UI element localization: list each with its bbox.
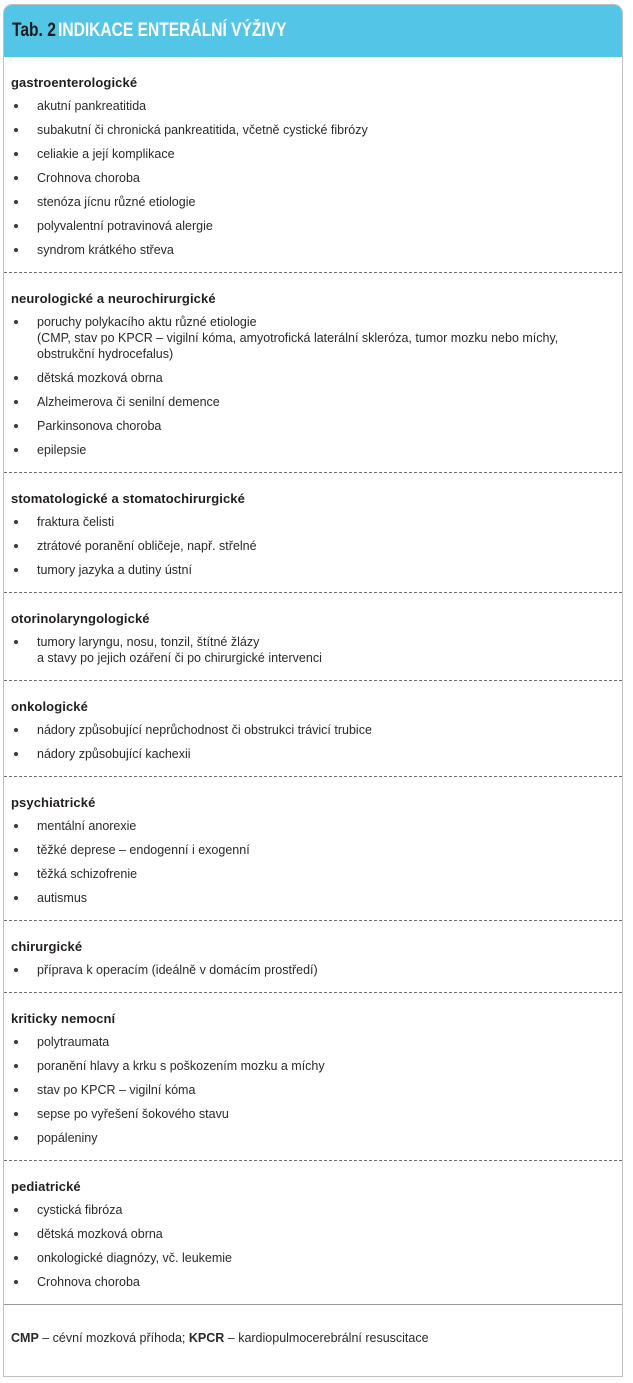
list-item (11, 1130, 614, 1146)
bullet-icon (11, 122, 37, 138)
list-item (11, 818, 614, 834)
section-title: otorinolaryngologické (11, 611, 150, 626)
bullet-icon (11, 634, 37, 666)
list-item-text: mentální anorexie (37, 819, 137, 833)
list-item (11, 1250, 614, 1266)
list-item (11, 866, 614, 882)
list-item-text: Alzheimerova či senilní demence (37, 395, 220, 409)
bullet-icon (11, 1130, 37, 1146)
list-item-text: poruchy polykacího aktu různé etiologie (CMP, stav po KPCR – vigilní kóma, amyotrofická laterální skleróza, tumor mozku nebo míchy, obstrukční hydrocefalus) (37, 315, 559, 361)
list-item-text: stenóza jícnu různé etiologie (37, 195, 196, 209)
bullet-icon (11, 1082, 37, 1098)
list-item (11, 842, 614, 858)
bullet-icon (11, 1034, 37, 1050)
list-item-text: stav po KPCR – vigilní kóma (37, 1083, 196, 1097)
list-item (11, 514, 614, 530)
list-item-text: poranění hlavy a krku s poškozením mozku a míchy (37, 1059, 325, 1073)
list-item-text: dětská mozková obrna (37, 371, 163, 385)
list-item-text: epilepsie (37, 443, 87, 457)
section-title: gastroenterologické (11, 75, 138, 90)
list-item-text: popáleniny (37, 1131, 98, 1145)
list-item-text: příprava k operacím (ideálně v domácím prostředí) (37, 963, 318, 977)
bullet-icon (11, 170, 37, 186)
list-item-text: těžké deprese – endogenní i exogenní (37, 843, 250, 857)
footnote-abbr-kpcr: KPCR (188, 1331, 225, 1345)
table-number: Tab. 2 (12, 20, 56, 41)
section (4, 681, 622, 777)
bullet-icon (11, 242, 37, 258)
list-item (11, 1202, 614, 1218)
list-item-text: onkologické diagnózy, vč. leukemie (37, 1251, 233, 1265)
bullet-icon (11, 1202, 37, 1218)
indications-table (3, 4, 623, 1377)
section (4, 57, 622, 273)
list-item (11, 1226, 614, 1242)
table-header (4, 5, 622, 57)
section-title: pediatrické (11, 1179, 81, 1194)
list-item-text: Crohnova choroba (37, 171, 140, 185)
list-item-text: polyvalentní potravinová alergie (37, 219, 213, 233)
section (4, 921, 622, 993)
list-item (11, 562, 614, 578)
footnote (4, 1305, 622, 1346)
list-item-text: cystická fibróza (37, 1203, 123, 1217)
sections-container (4, 57, 622, 1305)
bullet-icon (11, 890, 37, 906)
list-item (11, 634, 614, 666)
section-title: neurologické a neurochirurgické (11, 291, 216, 306)
bullet-icon (11, 394, 37, 410)
list-item (11, 194, 614, 210)
section (4, 993, 622, 1161)
list-item (11, 122, 614, 138)
list-item (11, 746, 614, 762)
section (4, 1161, 622, 1305)
section-title: kriticky nemocní (11, 1011, 116, 1026)
bullet-icon (11, 218, 37, 234)
section-title: psychiatrické (11, 795, 96, 810)
bullet-icon (11, 538, 37, 554)
list-item (11, 1058, 614, 1074)
section-title: chirurgické (11, 939, 83, 954)
list-item-text: těžká schizofrenie (37, 867, 138, 881)
bullet-icon (11, 514, 37, 530)
list-item-text: Parkinsonova choroba (37, 419, 162, 433)
list-item (11, 98, 614, 114)
list-item (11, 314, 614, 362)
list-item (11, 722, 614, 738)
list-item (11, 170, 614, 186)
section (4, 777, 622, 921)
list-item (11, 1274, 614, 1290)
list-item-text: Crohnova choroba (37, 1275, 140, 1289)
list-item-text: celiakie a její komplikace (37, 147, 175, 161)
list-item-text: syndrom krátkého střeva (37, 243, 174, 257)
bullet-icon (11, 842, 37, 858)
bullet-icon (11, 562, 37, 578)
section (4, 273, 622, 473)
list-item (11, 370, 614, 386)
list-item (11, 890, 614, 906)
list-item-text: akutní pankreatitida (37, 99, 147, 113)
section (4, 473, 622, 593)
list-item (11, 146, 614, 162)
list-item-text: nádory způsobující kachexii (37, 747, 191, 761)
bullet-icon (11, 1250, 37, 1266)
list-item (11, 242, 614, 258)
list-item (11, 962, 614, 978)
list-item (11, 538, 614, 554)
bullet-icon (11, 1058, 37, 1074)
list-item-text: ztrátové poranění obličeje, např. střelné (37, 539, 257, 553)
bullet-icon (11, 866, 37, 882)
list-item-text: tumory laryngu, nosu, tonzil, štítné žlázy a stavy po jejich ozáření či po chirurgické intervenci (37, 635, 322, 665)
bullet-icon (11, 418, 37, 434)
bullet-icon (11, 1106, 37, 1122)
section (4, 593, 622, 681)
list-item (11, 1082, 614, 1098)
bullet-icon (11, 962, 37, 978)
list-item (11, 442, 614, 458)
footnote-def-kpcr: – kardiopulmocerebrální resuscitace (224, 1331, 429, 1345)
list-item (11, 394, 614, 410)
bullet-icon (11, 722, 37, 738)
bullet-icon (11, 314, 37, 362)
list-item (11, 418, 614, 434)
footnote-abbr-cmp: CMP (11, 1331, 39, 1345)
list-item (11, 218, 614, 234)
bullet-icon (11, 370, 37, 386)
bullet-icon (11, 442, 37, 458)
bullet-icon (11, 746, 37, 762)
list-item (11, 1106, 614, 1122)
table-title: INDIKACE ENTERÁLNÍ VÝŽIVY (57, 20, 287, 41)
bullet-icon (11, 146, 37, 162)
list-item-text: polytraumata (37, 1035, 110, 1049)
bullet-icon (11, 194, 37, 210)
section-title: stomatologické a stomatochirurgické (11, 491, 245, 506)
list-item-text: tumory jazyka a dutiny ústní (37, 563, 192, 577)
bullet-icon (11, 818, 37, 834)
bullet-icon (11, 98, 37, 114)
list-item-text: subakutní či chronická pankreatitida, včetně cystické fibrózy (37, 123, 368, 137)
list-item-text: sepse po vyřešení šokového stavu (37, 1107, 229, 1121)
list-item (11, 1034, 614, 1050)
list-item-text: autismus (37, 891, 88, 905)
section-title: onkologické (11, 699, 88, 714)
bullet-icon (11, 1226, 37, 1242)
list-item-text: dětská mozková obrna (37, 1227, 163, 1241)
footnote-def-cmp: – cévní mozková příhoda; (38, 1331, 189, 1345)
bullet-icon (11, 1274, 37, 1290)
list-item-text: nádory způsobující neprůchodnost či obstrukci trávicí trubice (37, 723, 372, 737)
list-item-text: fraktura čelisti (37, 515, 115, 529)
